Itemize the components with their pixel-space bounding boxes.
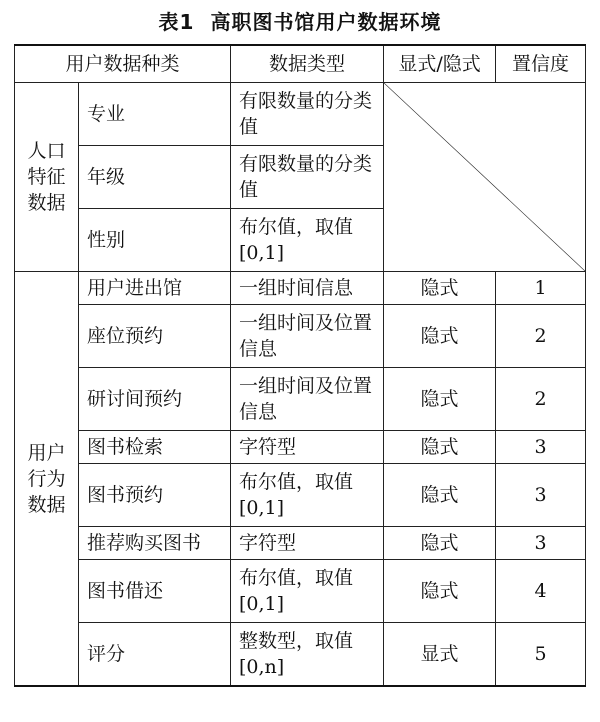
row-name: 评分 <box>79 623 231 687</box>
row-confidence: 2 <box>496 368 586 431</box>
row-type: 字符型 <box>231 431 384 464</box>
row-type: 整数型，取值[0,n] <box>231 623 384 687</box>
row-type: 一组时间信息 <box>231 272 384 305</box>
row-confidence: 3 <box>496 464 586 527</box>
row-name: 座位预约 <box>79 305 231 368</box>
group-label-behavior <box>15 272 79 687</box>
row-name: 图书借还 <box>79 560 231 623</box>
row-explicit: 隐式 <box>384 368 496 431</box>
table-caption <box>0 6 600 35</box>
header-confidence: 置信度 <box>496 45 586 83</box>
row-type: 布尔值，取值[0,1] <box>231 560 384 623</box>
row-confidence: 5 <box>496 623 586 687</box>
row-name: 用户进出馆 <box>79 272 231 305</box>
row-explicit: 隐式 <box>384 527 496 560</box>
group-label-demographics <box>15 83 79 272</box>
row-name: 推荐购买图书 <box>79 527 231 560</box>
table-row <box>15 527 586 560</box>
table-row <box>15 368 586 431</box>
row-name: 专业 <box>79 83 231 146</box>
table-row <box>15 305 586 368</box>
header-category: 用户数据种类 <box>15 45 231 83</box>
row-name: 图书检索 <box>79 431 231 464</box>
row-name: 性别 <box>79 209 231 272</box>
row-confidence: 2 <box>496 305 586 368</box>
table-row <box>15 560 586 623</box>
header-data-type: 数据类型 <box>231 45 384 83</box>
header-row <box>15 45 586 83</box>
row-confidence: 4 <box>496 560 586 623</box>
table-row <box>15 272 586 305</box>
caption-title: 高职图书馆用户数据环境 <box>210 10 442 34</box>
row-type: 字符型 <box>231 527 384 560</box>
row-explicit: 隐式 <box>384 305 496 368</box>
table-row <box>15 623 586 687</box>
row-explicit: 隐式 <box>384 431 496 464</box>
table-row <box>15 83 586 146</box>
row-type: 一组时间及位置信息 <box>231 305 384 368</box>
row-type: 布尔值，取值[0,1] <box>231 209 384 272</box>
group-label-text: 人口特征数据 <box>27 140 66 214</box>
table-row <box>15 464 586 527</box>
row-explicit: 隐式 <box>384 272 496 305</box>
row-type: 有限数量的分类值 <box>231 83 384 146</box>
row-type: 有限数量的分类值 <box>231 146 384 209</box>
row-confidence: 1 <box>496 272 586 305</box>
row-type: 一组时间及位置信息 <box>231 368 384 431</box>
row-name: 研讨间预约 <box>79 368 231 431</box>
user-data-table <box>14 44 586 687</box>
diagonal-empty-cell <box>384 83 586 272</box>
header-explicit-implicit: 显式/隐式 <box>384 45 496 83</box>
group-label-text: 用户行为数据 <box>27 441 66 516</box>
row-confidence: 3 <box>496 527 586 560</box>
row-name: 图书预约 <box>79 464 231 527</box>
diagonal-line <box>384 83 585 271</box>
row-explicit: 隐式 <box>384 464 496 527</box>
row-type: 布尔值，取值[0,1] <box>231 464 384 527</box>
row-explicit: 隐式 <box>384 560 496 623</box>
row-explicit: 显式 <box>384 623 496 687</box>
row-name: 年级 <box>79 146 231 209</box>
caption-number: 表1 <box>158 10 195 34</box>
table-row <box>15 431 586 464</box>
row-confidence: 3 <box>496 431 586 464</box>
